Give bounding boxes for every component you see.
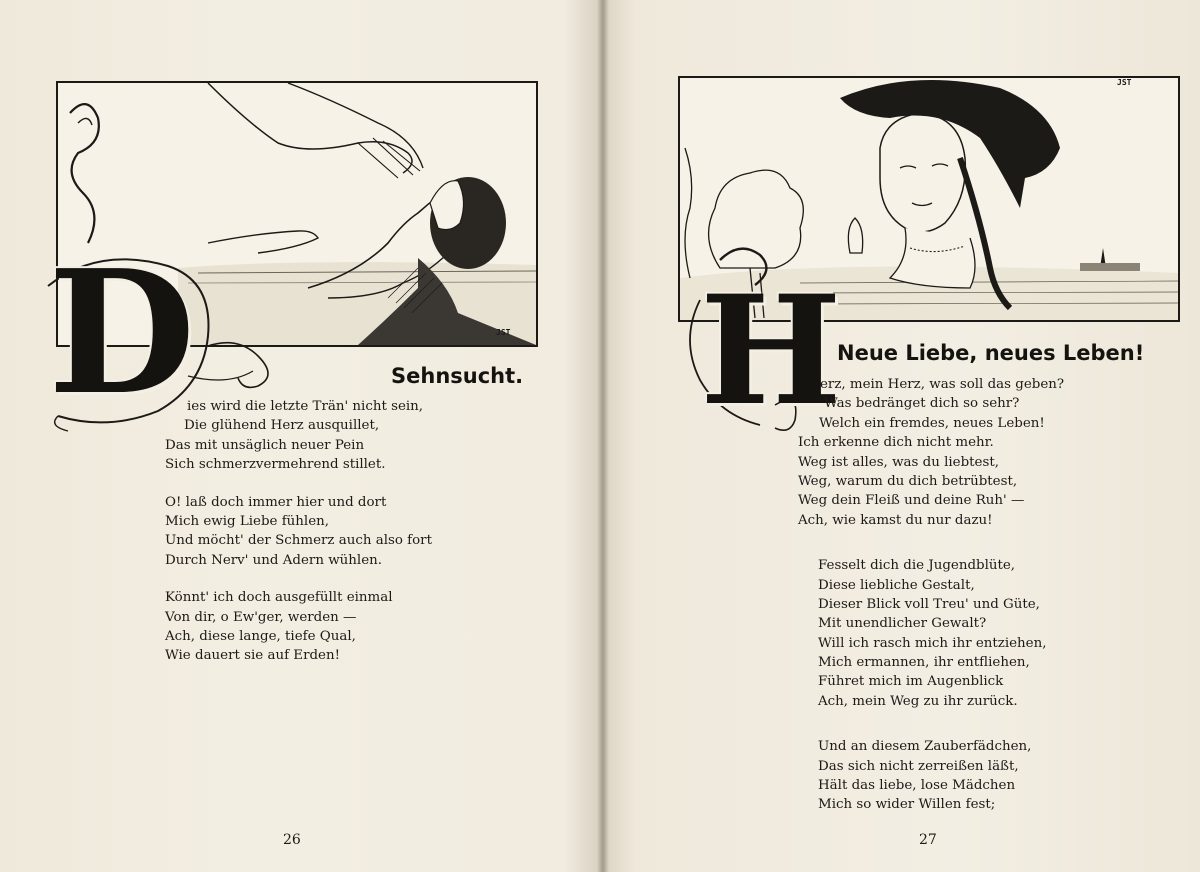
poem-line: Ach, diese lange, tiefe Qual,	[165, 628, 356, 644]
poem-line: Mich so wider Willen fest;	[818, 797, 996, 813]
poem-line: Ich erkenne dich nicht mehr.	[798, 435, 994, 451]
poem-line: Das sich nicht zerreißen läßt,	[818, 758, 1019, 774]
poem-line: Führet mich im Augenblick	[818, 674, 1004, 690]
poem-line: Könnt' ich doch ausgefüllt einmal	[165, 590, 393, 606]
poem-line: Hält das liebe, lose Mädchen	[818, 778, 1016, 794]
poem-line: Dieser Blick voll Treu' und Güte,	[818, 596, 1040, 612]
poem-line: O! laß doch immer hier und dort	[165, 494, 387, 510]
right-page	[605, 0, 1200, 872]
poem-line: Und an diesem Zauberfädchen,	[818, 739, 1032, 755]
poem-line: Wie dauert sie auf Erden!	[165, 648, 340, 664]
poem-line: Mich ewig Liebe fühlen,	[165, 513, 330, 529]
poem-line: Weg ist alles, was du liebtest,	[798, 454, 999, 470]
poem-line: Ach, mein Weg zu ihr zurück.	[818, 693, 1018, 709]
poem-line: erz, mein Herz, was soll das geben?	[820, 377, 1065, 392]
poem-line: Was bedränget dich so sehr?	[824, 396, 1020, 412]
poem-line: Sich schmerzvermehrend stillet.	[165, 457, 386, 473]
poem-line: Von dir, o Ew'ger, werden —	[165, 609, 357, 625]
poem-line: Weg, warum du dich betrübtest,	[798, 473, 1018, 489]
poem-line: Will ich rasch mich ihr entziehen,	[818, 635, 1047, 651]
poem-line: Welch ein fremdes, neues Leben!	[819, 415, 1045, 431]
poem-line: ies wird die letzte Trän' nicht sein,	[187, 399, 424, 414]
drop-cap-letter: H	[700, 263, 842, 439]
page-number: 27	[919, 832, 937, 848]
illustrator-monogram: JST	[1117, 78, 1132, 87]
poem-line: Das mit unsäglich neuer Pein	[165, 437, 365, 453]
poem-title: Neue Liebe, neues Leben!	[837, 341, 1145, 365]
poem-title: Sehnsucht.	[391, 364, 524, 388]
poem-line: Durch Nerv' und Adern wühlen.	[165, 552, 383, 568]
poem-line: Mit unendlicher Gewalt?	[818, 616, 987, 632]
poem-line: Weg dein Fleiß und deine Ruh' —	[798, 493, 1025, 509]
page-number: 26	[283, 832, 301, 848]
poem-line: Mich ermannen, ihr entfliehen,	[818, 655, 1030, 671]
poem-line: Ach, wie kamst du nur dazu!	[798, 512, 993, 528]
drop-cap-letter: D	[48, 233, 196, 433]
poem-line: Und möcht' der Schmerz auch also fort	[165, 533, 432, 549]
poem-line: Diese liebliche Gestalt,	[818, 577, 975, 593]
poem-body-left	[165, 397, 432, 666]
poem-line: Fesselt dich die Jugendblüte,	[818, 558, 1016, 574]
poem-line: Die glühend Herz ausquillet,	[184, 418, 380, 434]
poem-body-right	[798, 375, 1064, 815]
illustrator-monogram: JST	[496, 328, 511, 337]
